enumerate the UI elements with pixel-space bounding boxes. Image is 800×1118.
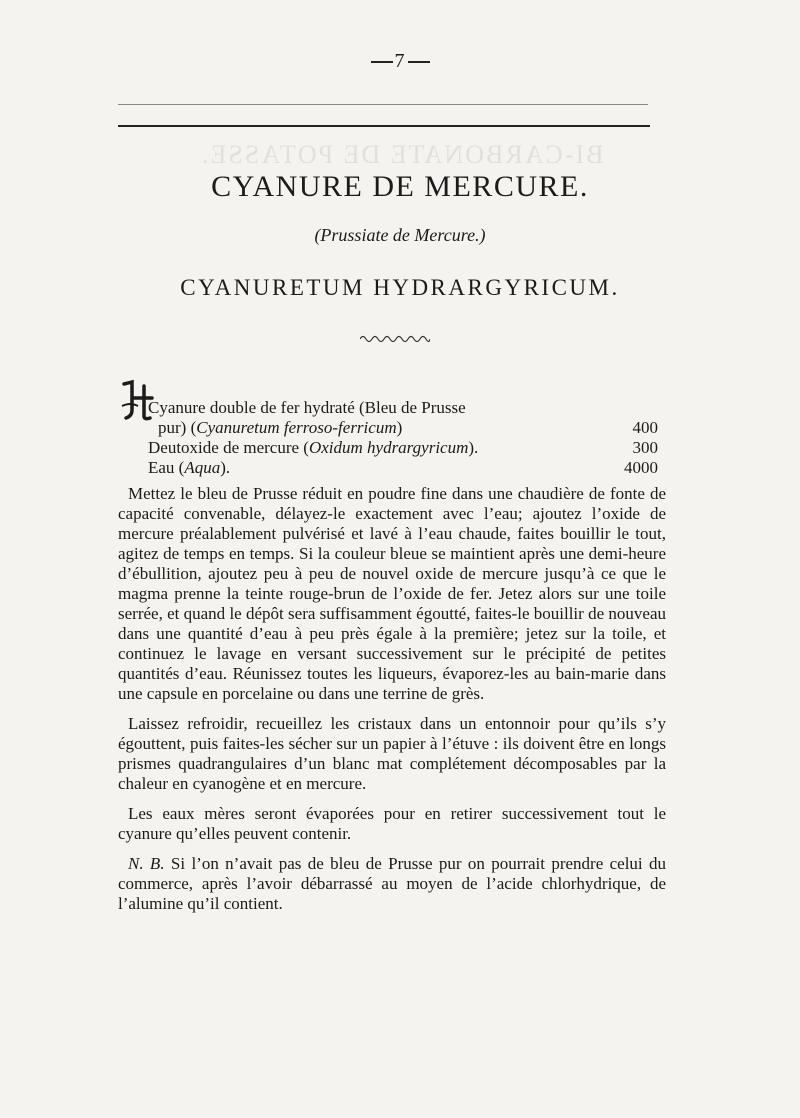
body-text	[118, 484, 666, 924]
recipe-text: Cyanure double de fer hydraté (Bleu de Prusse	[148, 398, 466, 417]
recipe-text: ).	[220, 458, 231, 477]
recipe-text: Eau (	[148, 458, 185, 477]
paragraph: Laissez refroidir, recueillez les cristaux dans un entonnoir pour qu’ils s’y égouttent, puis faites-les sécher sur un papier à l’étuve : ils doivent être en longs prismes quadrangulaires d’un blanc mat complétement décomposables par la chaleur en cyanogène et en mercure.	[118, 714, 666, 793]
bleed-through-heading: BI-CARBONATE DE POTASSE.	[200, 140, 604, 169]
recipe-line	[148, 438, 658, 458]
recipe-quantity: 400	[632, 418, 658, 437]
page-number-value: 7	[394, 50, 406, 72]
recipe-latin: Aqua	[184, 458, 221, 477]
nota-bene-label: N. B.	[128, 854, 165, 873]
recipe-line	[148, 418, 658, 438]
page-title: CYANURE DE MERCURE.	[211, 170, 589, 203]
recipe-line	[148, 458, 658, 478]
recipe-text: ).	[468, 438, 479, 457]
recipe-latin: Oxidum hydrargyricum	[308, 438, 469, 457]
recipe-quantity: 300	[632, 438, 658, 457]
top-rule-thin	[118, 104, 648, 105]
paragraph: Mettez le bleu de Prusse réduit en poudre fine dans une chaudière de fonte de capacité convenable, délayez-le exactement avec l’eau; ajoutez l’oxide de mercure préalablement pulvérisé et lavé à l’eau chaude, faites bouillir le tout, agitez de temps en temps. Si la couleur bleue se maintient après une demi-heure d’ébullition, ajoutez peu à peu de nouvel oxide de mercure jusqu’à ce que le magma prenne la teinte rouge-brun de l’oxide de fer. Jetez alors sur une toile serrée, et quand le dépôt sera suffisamment égoutté, faites-le bouillir de nouveau dans une quantité d’eau à peu près égale à la première; jetez sur la toile, et continuez le lavage en versant successivement sur le précipité de petites quantités d’eau. Réunissez toutes les liqueurs, évaporez-les au bain-marie dans une capsule en porcelaine ou dans une terrine de grès.	[118, 484, 666, 703]
page-subtitle: (Prussiate de Mercure.)	[314, 225, 486, 245]
top-rule-thick	[118, 125, 650, 127]
page-number	[0, 50, 800, 73]
nota-bene-paragraph	[118, 854, 666, 914]
page-number-dash-left	[371, 61, 393, 63]
paragraph: Les eaux mères seront évaporées pour en retirer successivement tout le cyanure qu’elles peuvent contenir.	[118, 804, 666, 843]
latin-title: CYANURETUM HYDRARGYRICUM.	[180, 275, 620, 300]
recipe-line	[148, 398, 658, 418]
recipe-text: )	[396, 418, 403, 437]
recipe-list	[148, 398, 658, 478]
recipe-latin: Cyanuretum ferroso-ferricum	[196, 418, 397, 437]
recipe-text: Deutoxide de mercure (	[148, 438, 309, 457]
recipe-quantity: 4000	[624, 458, 658, 477]
recipe-text: pur) (	[158, 418, 197, 437]
ornament-wavy-rule	[360, 334, 430, 344]
page-number-dash-right	[408, 61, 430, 63]
nota-bene-text: Si l’on n’avait pas de bleu de Prusse pur on pourrait prendre celui du commerce, après l’avoir débarrassé au moyen de l’acide chlorhydrique, de l’alumine qu’il contient.	[118, 854, 666, 913]
